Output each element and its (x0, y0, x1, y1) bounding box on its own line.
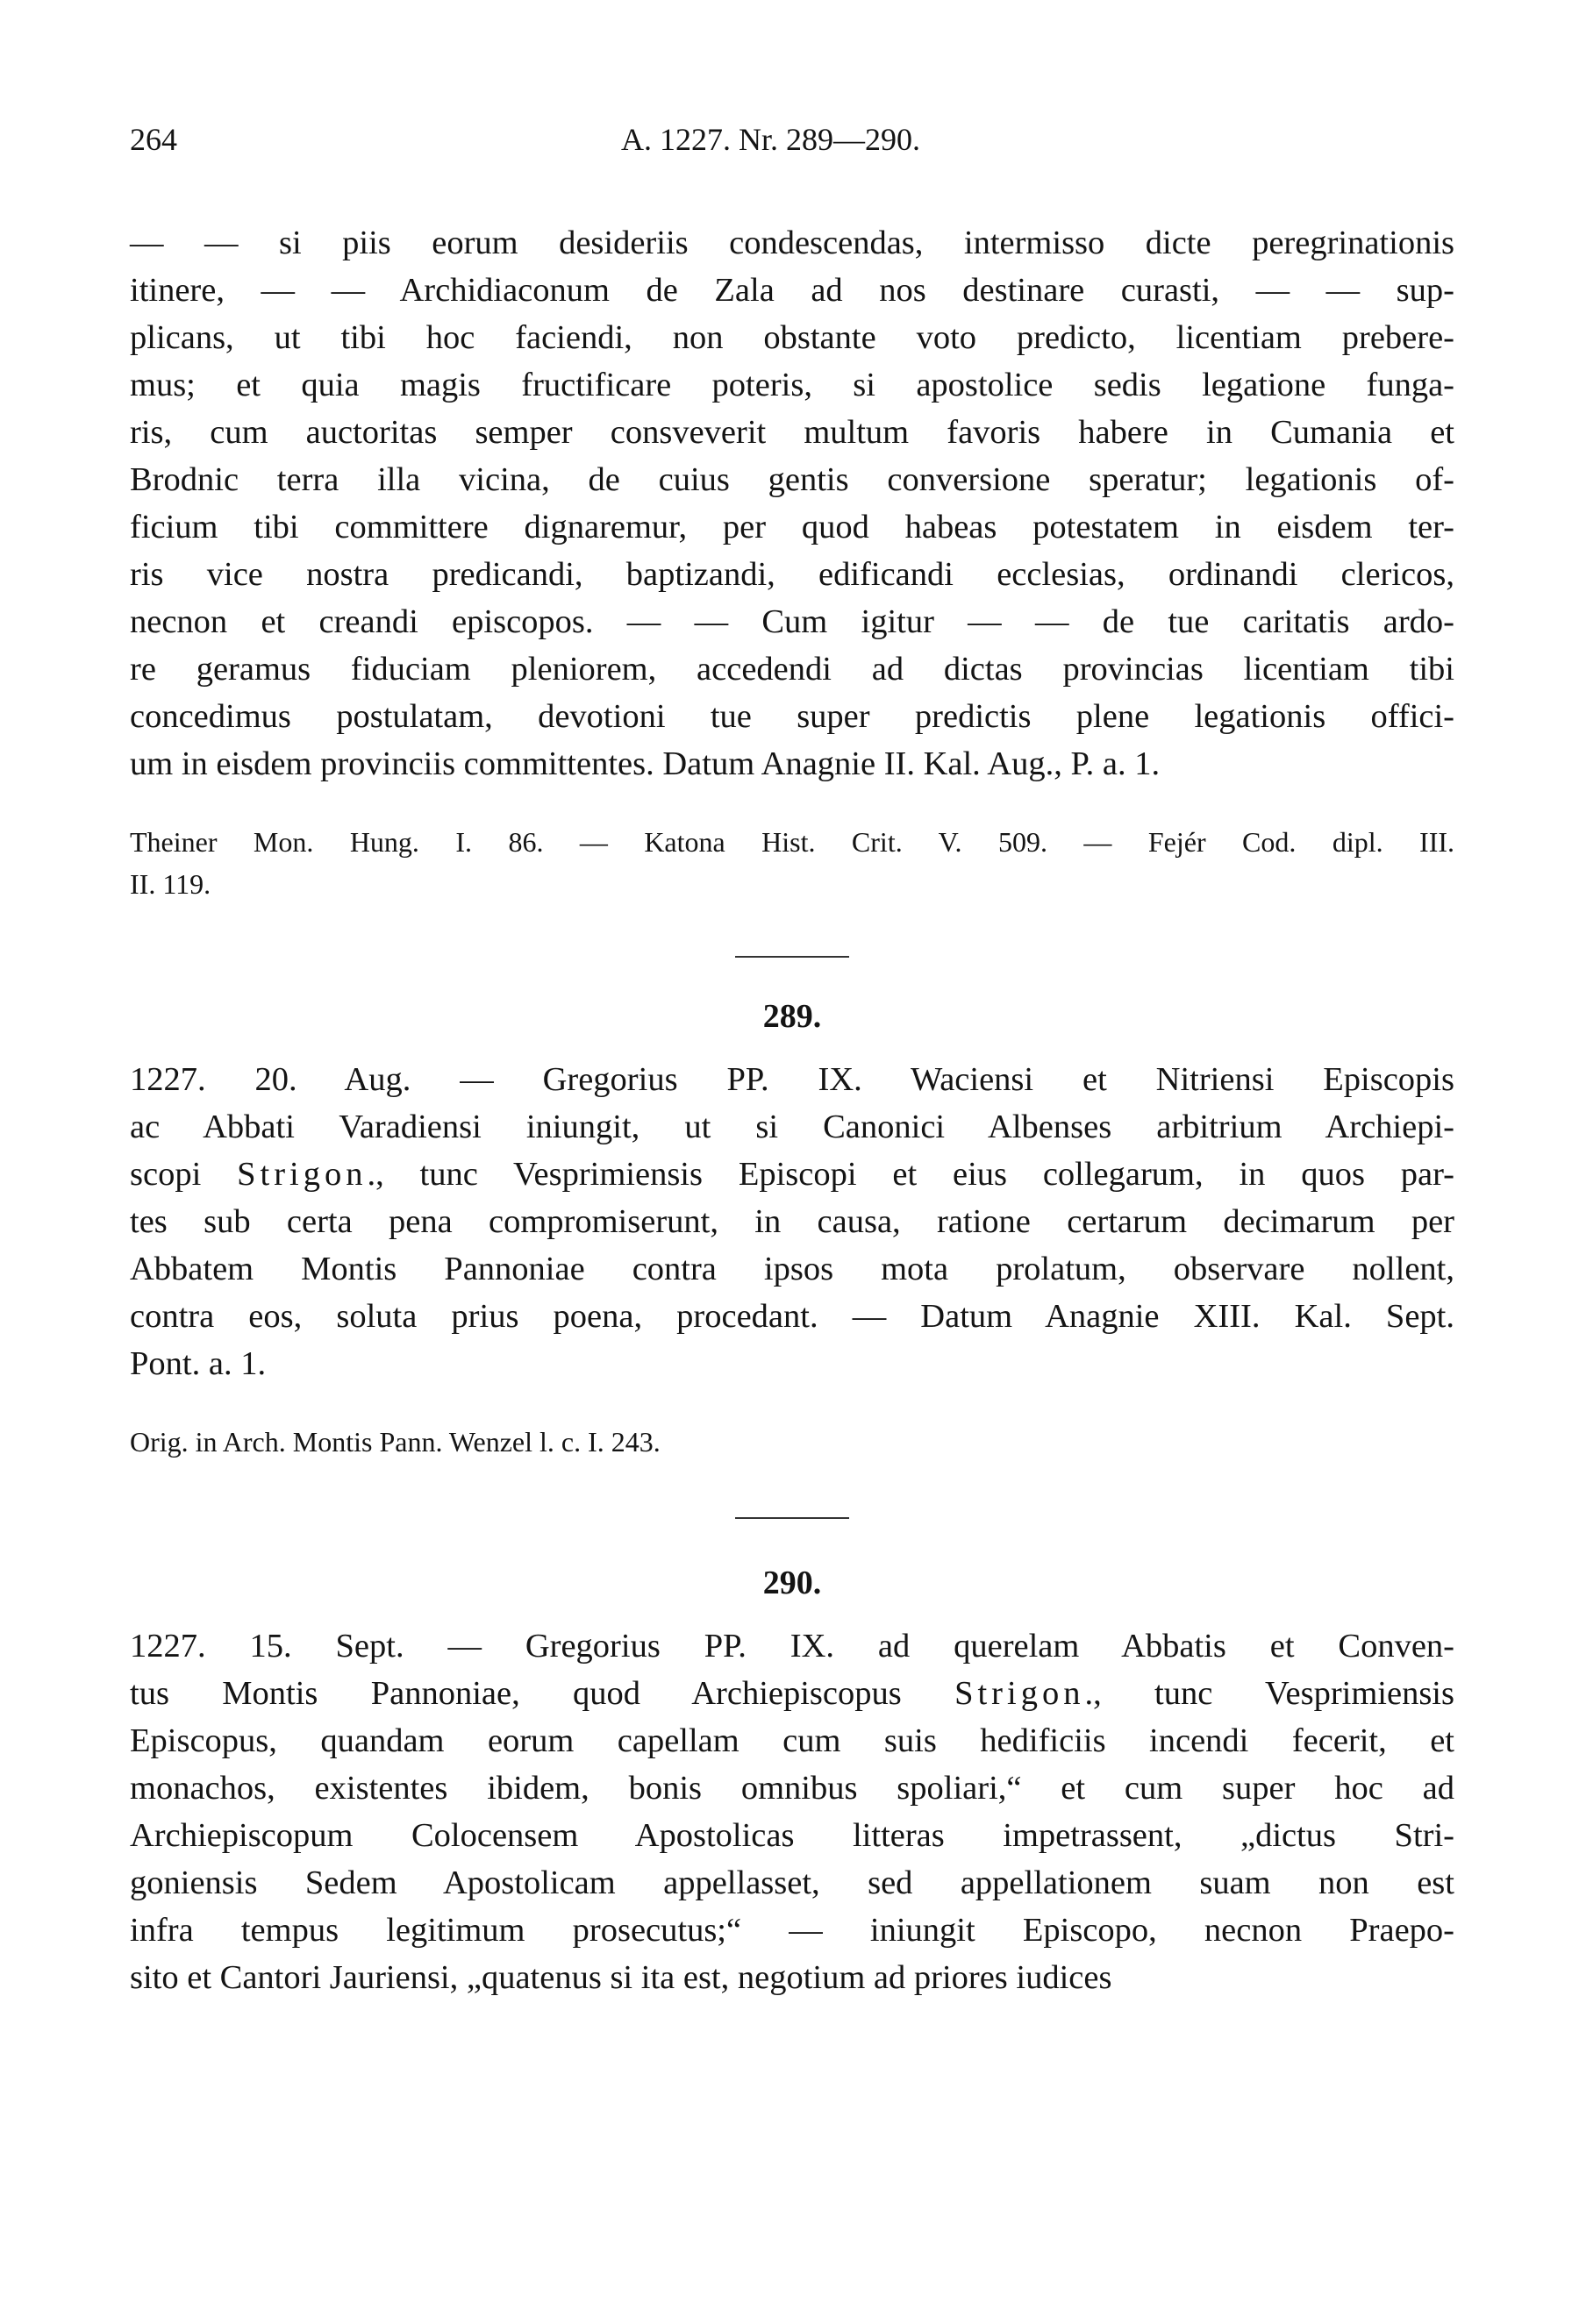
document-body (130, 219, 1454, 2001)
text-line: re geramus fiduciam pleniorem, accedendi ad dictas provincias licentiam tibi (130, 651, 1454, 688)
text-line: itinere, — — Archidiaconum de Zala ad nos destinare curasti, — — sup- (130, 272, 1454, 309)
text-line: tes sub certa pena compromiserunt, in causa, ratione certarum decimarum per (130, 1203, 1454, 1240)
text-line: monachos, existentes ibidem, bonis omnibus spoliari,“ et cum super hoc ad (130, 1770, 1454, 1807)
text-line: 1227. 15. Sept. — Gregorius PP. IX. ad querelam Abbatis et Conven- (130, 1628, 1454, 1665)
text-line: contra eos, soluta prius poena, procedant. — Datum Anagnie XIII. Kal. Sept. (130, 1298, 1454, 1335)
text-line: sito et Cantori Jauriensi, „quatenus si ita est, negotium ad priores iudices (130, 1959, 1112, 1996)
page-header (130, 121, 1454, 165)
document-page (130, 121, 1454, 2001)
source-line: II. 119. (130, 868, 211, 900)
text-line: goniensis Sedem Apostolicam appellasset, sed appellationem suam non est (130, 1864, 1454, 1901)
text-line: um in eisdem provinciis committentes. Datum Anagnie II. Kal. Aug., P. a. 1. (130, 745, 1161, 782)
text-line: Archiepiscopum Colocensem Apostolicas litteras impetrassent, „dictus Stri- (130, 1817, 1454, 1854)
text-line: — — si piis eorum desideriis condescendas, intermisso dicte peregrinationis (130, 225, 1454, 261)
doc-288-sources (130, 821, 1454, 905)
text-line: concedimus postulatam, devotioni tue super predictis plene legationis offici- (130, 698, 1454, 735)
text-line: mus; et quia magis fructificare poteris, si apostolice sedis legatione funga- (130, 367, 1454, 403)
text-line: infra tempus legitimum prosecutus;“ — iniungit Episcopo, necnon Praepo- (130, 1912, 1454, 1949)
document-number-289: 289. (762, 998, 822, 1035)
text-line: plicans, ut tibi hoc faciendi, non obstante voto predicto, licentiam prebere- (130, 319, 1454, 356)
text-line: ris vice nostra predicandi, baptizandi, edificandi ecclesias, ordinandi clericos, (130, 556, 1454, 593)
text-line: scopi Strigon., tunc Vesprimiensis Episcopi et eius collegarum, in quos par- (130, 1156, 1454, 1193)
source-line: Theiner Mon. Hung. I. 86. — Katona Hist. Crit. V. 509. — Fejér Cod. dipl. III. (130, 826, 1454, 858)
text-line: necnon et creandi episcopos. — — Cum igitur — — de tue caritatis ardo- (130, 603, 1454, 640)
doc-289-regest (130, 1056, 1454, 1387)
text-line: Pont. a. 1. (130, 1345, 267, 1382)
text-line: ficium tibi committere dignaremur, per quod habeas potestatem in eisdem ter- (130, 509, 1454, 545)
text-line: ac Abbati Varadiensi iniungit, ut si Canonici Albenses arbitrium Archiepi- (130, 1109, 1454, 1145)
text-line: Brodnic terra illa vicina, de cuius gentis conversione speratur; legationis of- (130, 461, 1454, 498)
text-line: Episcopus, quandam eorum capellam cum suis hedificiis incendi fecerit, et (130, 1722, 1454, 1759)
text-line: 1227. 20. Aug. — Gregorius PP. IX. Waciensi et Nitriensi Episcopis (130, 1061, 1454, 1098)
doc-289-sources (130, 1421, 1454, 1463)
text-line: tus Montis Pannoniae, quod Archiepiscopus Strigon., tunc Vesprimiensis (130, 1675, 1454, 1712)
text-line: ris, cum auctoritas semper consveverit multum favoris habere in Cumania et (130, 414, 1454, 451)
doc-288-continuation (130, 219, 1454, 788)
doc-290-regest (130, 1622, 1454, 2001)
page-number: 264 (130, 122, 177, 157)
document-number-290: 290. (762, 1565, 822, 1601)
text-line: Abbatem Montis Pannoniae contra ipsos mota prolatum, observare nollent, (130, 1251, 1454, 1287)
source-line: Orig. in Arch. Montis Pann. Wenzel l. c. I. 243. (130, 1426, 661, 1458)
running-title: A. 1227. Nr. 289—290. (621, 122, 920, 157)
